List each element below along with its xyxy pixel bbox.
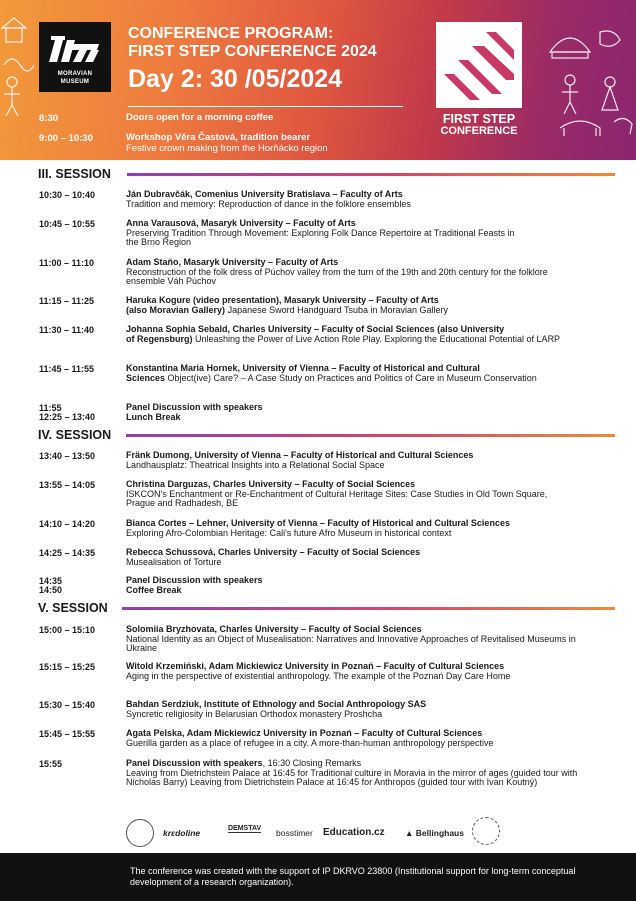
slot-speaker: Ján Dubravčák, Comenius University Bratislava – Faculty of Arts <box>126 189 403 199</box>
brand-line2: CONFERENCE <box>440 125 518 137</box>
header-banner <box>0 0 636 160</box>
sponsor-name: Bellinghaus <box>415 828 464 838</box>
slot-title: Aging in the perspective of existential anthropology. The example of the Poznań Day Care Home <box>126 670 511 681</box>
program-slot <box>126 325 606 344</box>
header-event-time: 8:30 <box>39 113 59 124</box>
slot-time: 10:30 – 10:40 <box>39 190 96 200</box>
slot-time: 13:40 – 13:50 <box>39 451 96 461</box>
slot-speaker: Agata Pelska, Adam Mickiewicz University in Poznań – Faculty of Cultural Sciences <box>126 728 483 738</box>
slot-title: ISKCON's Enchantment or Re-Enchantment of Cultural Heritage Sites: Case Studies in Old Town Square, Prague and Radhadesh, BE <box>126 488 548 508</box>
slot-time: 14:10 – 14:20 <box>39 519 96 529</box>
session-divider <box>126 434 615 437</box>
program-slot <box>126 548 606 567</box>
header-event <box>126 112 273 123</box>
header-event-desc: Festive crown making from the Horňácko region <box>126 143 328 154</box>
slot-time: 11:55 <box>39 403 62 413</box>
sponsor-logo: krεdoline <box>163 828 201 838</box>
slot-title: Guerilla garden as a place of refugee in a city. A more-than-human anthropology perspective <box>126 737 494 748</box>
slot-title: Preserving Tradition Through Movement: Exploring Folk Dance Repertoire at Traditional Feasts in the Brno Region <box>126 227 515 247</box>
slot-title: Landhausplatz: Theatrical Insights into a Relational Social Space <box>126 459 385 470</box>
slot-speaker: Bianca Cortes – Lehner, University of Vienna – Faculty of Historical and Cultural Sciences <box>126 518 510 528</box>
slot-speaker: Johanna Sophia Sebald, Charles University – Faculty of Social Sciences (also University <box>126 324 505 334</box>
sponsor-logo: bosstimer <box>276 828 313 838</box>
program-title-line2: FIRST STEP CONFERENCE 2024 <box>128 43 377 60</box>
session-title: III. SESSION <box>38 167 111 181</box>
slot-time: 12:25 – 13:40 <box>39 412 96 422</box>
slot-time: 11:00 – 11:10 <box>39 258 95 268</box>
folk-stamp-icon <box>472 817 500 845</box>
program-slot <box>126 403 606 422</box>
session-heading <box>38 427 111 443</box>
sponsor-logo <box>405 828 464 838</box>
header-divider <box>128 106 403 107</box>
slot-speaker: Konstantina Maria Hornek, University of Vienna – Faculty of Historical and Cultural <box>126 363 480 373</box>
slot-time: 14:25 – 14:35 <box>39 548 96 558</box>
slot-title: Tradition and memory: Reproduction of dance in the folklore ensembles <box>126 198 411 209</box>
slot-break: Coffee Break <box>126 584 182 595</box>
sponsor-logo: DEMSTAV <box>228 825 262 832</box>
slot-closing-remarks: , 16:30 Closing Remarks <box>262 758 362 768</box>
slot-speaker: Panel Discussion with speakers <box>126 402 263 412</box>
slot-time: 11:15 – 11:25 <box>39 296 95 306</box>
slot-time: 15:30 – 15:40 <box>39 700 96 710</box>
program-slot <box>126 451 606 470</box>
program-slot <box>126 662 606 681</box>
footer-note: The conference was created with the support of IP DKRVO 23800 (Institutional support for long-term conceptual development of a research organization). <box>130 866 576 887</box>
slot-speaker: Panel Discussion with speakers <box>126 575 263 585</box>
program-slot <box>126 258 606 287</box>
slot-speaker: Solomiia Bryzhovata, Charles University – Faculty of Social Sciences <box>126 624 422 634</box>
session-divider <box>122 607 615 610</box>
program-title-line1: CONFERENCE PROGRAM: <box>128 25 334 42</box>
slot-time: 10:45 – 10:55 <box>39 219 96 229</box>
slot-time: 14:50 <box>39 585 63 595</box>
slot-title: Exploring Afro-Colombian Heritage: Cali's future Afro Museum in historical context <box>126 527 452 538</box>
slot-time: 11:45 – 11:55 <box>39 364 95 374</box>
slot-title: National Identity as an Object of Musealisation: Narratives and Innovative Approaches of Revitalised Museums in Ukraine <box>126 633 576 653</box>
slot-speaker: Rebecca Schussová, Charles University – Faculty of Social Sciences <box>126 547 421 557</box>
slot-title: Syncretic religiosity in Belarusian Orthodox monastery Proshcha <box>126 708 383 719</box>
first-step-brand-text <box>420 113 538 137</box>
program-slot <box>126 519 606 538</box>
program-slot <box>126 759 606 788</box>
slot-time: 11:30 – 11:40 <box>39 325 95 335</box>
slot-title: Musealisation of Torture <box>126 556 222 567</box>
slot-speaker: Adam Staňo, Masaryk University – Faculty of Arts <box>126 257 339 267</box>
museum-logo-word1: MORAVIAN <box>57 71 93 77</box>
session-divider <box>127 173 615 176</box>
program-slot <box>126 480 606 509</box>
stairs-icon <box>436 22 522 108</box>
slot-speaker: Haruka Kogure (video presentation), Masaryk University – Faculty of Arts <box>126 295 439 305</box>
program-slot <box>126 576 606 595</box>
slot-speaker-cont: Sciences <box>126 372 166 383</box>
program-slot <box>126 729 606 748</box>
program-slot <box>126 296 606 315</box>
slot-speaker: Witold Krzemiński, Adam Mickiewicz University in Poznań – Faculty of Cultural Sciences <box>126 661 505 671</box>
program-slot <box>126 190 606 209</box>
slot-speaker: Fränk Dumong, University of Vienna – Faculty of Historical and Cultural Sciences <box>126 450 474 460</box>
slot-title: Japanese Sword Handguard Tsuba in Moravian Gallery <box>227 304 449 315</box>
header-event <box>126 132 328 154</box>
museum-seal-icon <box>126 819 154 847</box>
folk-doodle-left-icon <box>0 10 36 120</box>
slot-time: 15:55 <box>39 759 63 769</box>
slot-break: Lunch Break <box>126 411 181 422</box>
slot-speaker-cont: of Regensburg) <box>126 333 193 344</box>
sponsor-logo: Education.cz <box>323 827 385 838</box>
first-step-logo <box>436 22 522 108</box>
slot-title: Unleashing the Power of Live Action Role Play. Exploring the Educational Potential of LARP <box>195 333 561 344</box>
program-slot <box>126 700 606 719</box>
program-slot <box>126 364 606 383</box>
slot-speaker: Christina Darguzas, Charles University – Faculty of Social Sciences <box>126 479 416 489</box>
session-heading <box>38 166 111 182</box>
program-slot <box>126 625 606 654</box>
day-heading: Day 2: 30 /05/2024 <box>128 65 343 93</box>
slot-title: Leaving from Dietrichstein Palace at 16:45 for Traditional culture in Moravia in the mirror of ages (guided tour with Nicholas Barry) Leaving from Dietrichstein Palace at 16:45 for Anthropos (guided tour with Ivan Koutný) <box>126 767 578 787</box>
slot-speaker: Anna Varausová, Masaryk University – Faculty of Arts <box>126 218 356 228</box>
slot-speaker: Panel Discussion with speakers <box>126 758 263 768</box>
slot-time: 15:15 – 15:25 <box>39 662 96 672</box>
slot-time: 15:45 – 15:55 <box>39 729 96 739</box>
slot-time: 13:55 – 14:05 <box>39 480 96 490</box>
moravian-museum-logo <box>39 22 111 92</box>
folk-doodle-right-icon <box>540 22 636 142</box>
slot-speaker: Bahdan Serdziuk, Institute of Ethnology and Social Anthropology SAS <box>126 699 427 709</box>
header-event-time: 9:00 – 10:30 <box>39 133 93 144</box>
program-slot <box>126 219 606 248</box>
slot-time: 15:00 – 15:10 <box>39 625 96 635</box>
slot-time: 14:35 <box>39 576 63 586</box>
session-heading <box>38 600 108 616</box>
museum-logo-word2: MUSEUM <box>60 79 90 85</box>
session-title: IV. SESSION <box>38 428 112 442</box>
slot-title: Reconstruction of the folk dress of Púchov valley from the turn of the 19th and 20th century for the folklore ensemble Váh Púchov <box>126 266 548 286</box>
museum-mark-icon <box>49 32 101 66</box>
brand-line1: FIRST STEP <box>442 112 516 126</box>
slot-title: Object(ive) Care? – A Case Study on Practices and Politics of Care in Museum Conservation <box>167 372 537 383</box>
header-event-title: Doors open for a morning coffee <box>126 112 274 123</box>
slot-speaker-cont: (also Moravian Gallery) <box>126 304 226 315</box>
bell-icon: ▲ <box>405 828 414 838</box>
museum-logo-text <box>39 70 111 86</box>
session-title: V. SESSION <box>38 601 108 615</box>
header-event-title: Workshop Věra Častová, tradition bearer <box>126 132 311 143</box>
